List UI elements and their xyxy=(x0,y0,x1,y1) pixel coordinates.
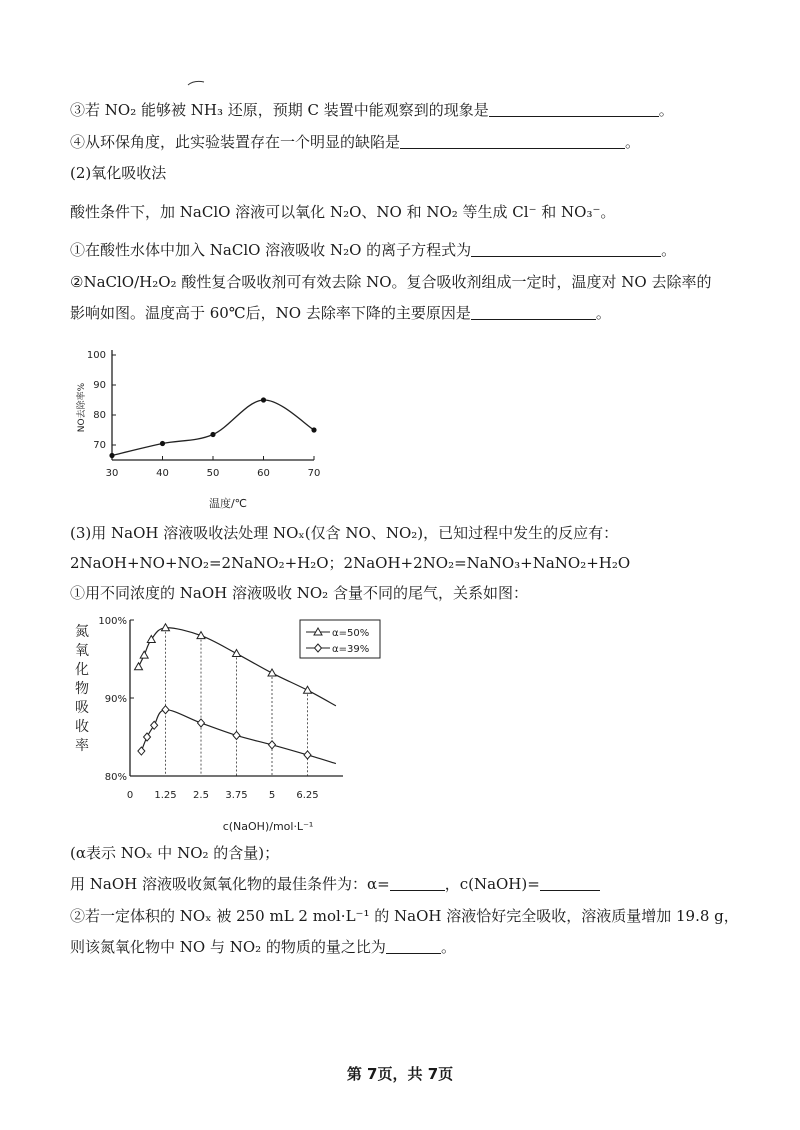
chart2-y-label-char: 氧 xyxy=(75,643,89,659)
section-2-q1-text: ①在酸性水体中加入 NaClO 溶液吸收 N₂O 的离子方程式为 xyxy=(70,241,472,259)
chart1-x-axis-label: 温度/℃ xyxy=(208,497,248,510)
chart1-y-tick-label: 70 xyxy=(93,440,106,451)
chart2-y-label-char: 氮 xyxy=(75,624,89,640)
chart2-y-label-char: 物 xyxy=(75,681,89,697)
question-3: ③若 NO₂ 能够被 NH₃ 还原，预期 C 装置中能观察到的现象是 。 xyxy=(70,101,674,119)
best-condition-text-b: ，c(NaOH)= xyxy=(444,875,540,893)
chart1-y-tick-label: 90 xyxy=(93,380,106,391)
chart2-y-tick-label: 100% xyxy=(98,616,127,627)
pen-mark xyxy=(186,78,206,88)
answer-blank[interactable] xyxy=(400,134,625,149)
chart2-diamond-marker xyxy=(162,706,169,714)
chart2-triangle-marker xyxy=(140,651,148,658)
chart1-axes xyxy=(112,350,314,460)
section-3-line1: (3)用 NaOH 溶液吸收法处理 NOₓ(仅含 NO、NO₂)，已知过程中发生的反应有： xyxy=(70,524,619,542)
chart2-x-tick-label: 1.25 xyxy=(154,790,177,801)
best-condition xyxy=(70,874,600,894)
chart2-x-tick-label: 6.25 xyxy=(296,790,319,801)
chart2-x-tick-label: 5 xyxy=(268,790,276,801)
chart1-data-point xyxy=(109,453,114,458)
answer-blank[interactable] xyxy=(489,102,659,117)
best-condition-text-a: 用 NaOH 溶液吸收氮氧化物的最佳条件为：α= xyxy=(70,875,390,893)
chart2-y-label-char: 化 xyxy=(75,662,89,678)
chart2-y-tick-label: 90% xyxy=(104,694,127,705)
naoh-answer-blank[interactable] xyxy=(540,876,600,891)
chart1-y-axis-label: NO去除率% xyxy=(77,382,87,433)
chart2-triangle-marker xyxy=(233,650,241,657)
section-2-q2-line2: 影响如图。温度高于 60℃后，NO 去除率下降的主要原因是 。 xyxy=(70,304,611,322)
question-4-text: ④从环保角度，此实验装置存在一个明显的缺陷是 xyxy=(70,133,401,151)
chart2-y-label-char: 吸 xyxy=(75,700,89,716)
chart2-legend-label: α=39% xyxy=(332,644,370,655)
chart2-y-tick-label: 80% xyxy=(104,772,127,783)
section-3-q2-line2: 则该氮氧化物中 NO 与 NO₂ 的物质的量之比为 。 xyxy=(70,938,456,956)
chart1-data-point xyxy=(210,432,215,437)
chart1-data-point xyxy=(311,427,316,432)
chart2-diamond-marker xyxy=(269,741,276,749)
chart1-y-tick-label: 80 xyxy=(93,410,106,421)
section-2-q2-line1: ②NaClO/H₂O₂ 酸性复合吸收剂可有效去除 NO。复合吸收剂组成一定时，温度对 NO 去除率的 xyxy=(70,273,712,291)
answer-blank[interactable] xyxy=(471,305,596,320)
chart1-x-tick-label: 50 xyxy=(206,468,220,479)
chart2-legend xyxy=(300,620,380,658)
chart1-x-tick-label: 30 xyxy=(105,468,119,479)
chart2-x-tick-label: 0 xyxy=(126,790,134,801)
chart2-legend-label: α=50% xyxy=(332,628,370,639)
chart2-x-tick-label: 2.5 xyxy=(193,790,209,801)
question-3-text: ③若 NO₂ 能够被 NH₃ 还原，预期 C 装置中能观察到的现象是 xyxy=(70,101,489,119)
answer-blank[interactable] xyxy=(386,939,441,954)
chart2-diamond-marker xyxy=(144,733,151,741)
chart1-x-tick-label: 60 xyxy=(257,468,270,479)
chart2-triangle-marker xyxy=(304,686,312,693)
page-footer: 第 7页，共 7页 xyxy=(346,1065,454,1083)
chart2-y-label-char: 率 xyxy=(75,738,89,754)
section-2-title: (2)氧化吸收法 xyxy=(70,164,167,182)
section-3-q1: ①用不同浓度的 NaOH 溶液吸收 NO₂ 含量不同的尾气，关系如图： xyxy=(70,584,528,602)
chart2-y-axis-label xyxy=(75,624,89,754)
naoh-absorption-chart xyxy=(68,608,388,838)
chart2-diamond-marker xyxy=(198,719,205,727)
chart2-y-label-char: 收 xyxy=(75,719,89,735)
chart2-diamond-marker xyxy=(233,731,240,739)
section-2-q1: ①在酸性水体中加入 NaClO 溶液吸收 N₂O 的离子方程式为 。 xyxy=(70,241,677,259)
section-2-intro: 酸性条件下，加 NaClO 溶液可以氧化 N₂O、NO 和 NO₂ 等生成 Cl⁻ 和 NO₃⁻。 xyxy=(70,203,616,221)
chart1-x-tick-label: 40 xyxy=(156,468,169,479)
chart2-x-axis-label: c(NaOH)/mol·L⁻¹ xyxy=(222,820,314,833)
chart1-data-point xyxy=(160,441,165,446)
chart2-ticks xyxy=(98,616,318,801)
no-removal-rate-chart xyxy=(68,340,338,515)
chart2-triangle-marker xyxy=(268,669,276,676)
section-3-equations: 2NaOH+NO+NO₂=2NaNO₂+H₂O；2NaOH+2NO₂=NaNO₃+NaNO₂+H₂O xyxy=(70,554,631,572)
alpha-note: (α表示 NOₓ 中 NO₂ 的含量)； xyxy=(70,844,280,862)
alpha-answer-blank[interactable] xyxy=(390,876,445,891)
chart2-x-tick-label: 3.75 xyxy=(225,790,248,801)
section-3-q2-line1: ②若一定体积的 NOₓ 被 250 mL 2 mol·L⁻¹ 的 NaOH 溶液恰好完全吸收，溶液质量增加 19.8 g， xyxy=(70,907,739,925)
chart1-data-point xyxy=(261,397,266,402)
chart1-series-line xyxy=(112,400,314,456)
chart1-y-tick-label: 100 xyxy=(86,350,106,361)
chart1-x-tick-label: 70 xyxy=(307,468,321,479)
answer-blank[interactable] xyxy=(471,242,661,257)
question-4: ④从环保角度，此实验装置存在一个明显的缺陷是 。 xyxy=(70,133,641,151)
chart2-diamond-marker xyxy=(138,747,145,755)
section-3-q2-text: 则该氮氧化物中 NO 与 NO₂ 的物质的量之比为 xyxy=(70,938,386,956)
section-2-q2-text: 影响如图。温度高于 60℃后，NO 去除率下降的主要原因是 xyxy=(70,304,471,322)
chart2-triangle-marker xyxy=(135,663,143,670)
chart2-diamond-marker xyxy=(304,751,311,759)
